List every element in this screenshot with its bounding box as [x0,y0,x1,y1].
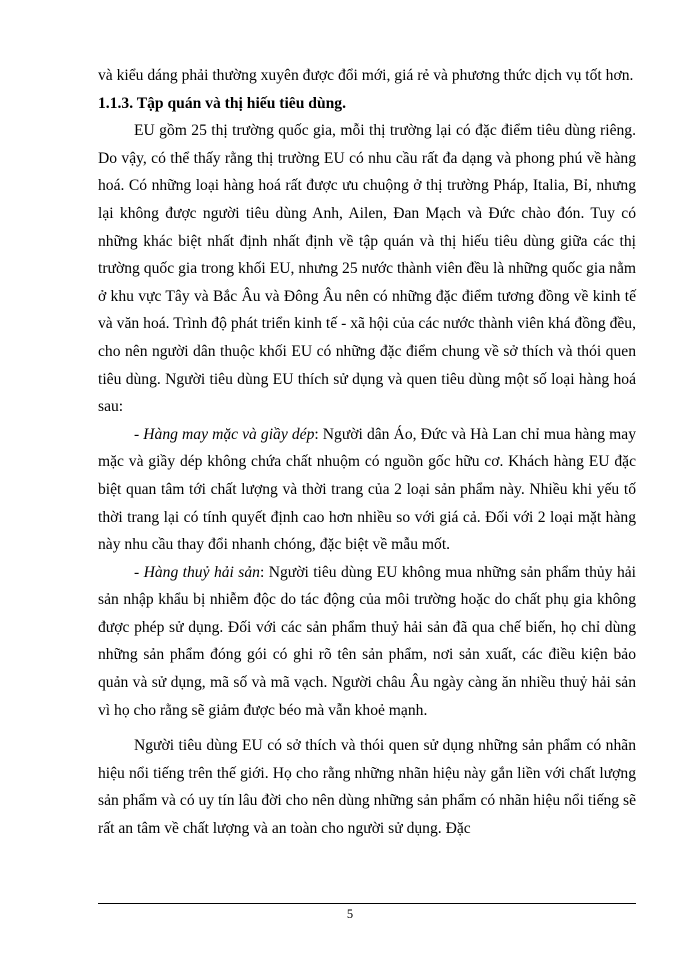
paragraph-seafood [98,559,636,725]
page-number: 5 [346,907,354,921]
seafood-label: - Hàng thuỷ hải sản [134,563,260,581]
clothing-footwear-label: - Hàng may mặc và giầy dép [134,425,315,443]
document-page [98,62,636,843]
footer-divider [98,903,636,904]
paragraph-clothing-footwear [98,421,636,559]
seafood-text: : Người tiêu dùng EU không mua những sản phẩm thủy hải sản nhập khẩu bị nhiễm độc do tác động của môi trường hoặc do chất phụ gia không được phép sử dụng. Đối với các sản phẩm thuỷ hải sản đã qua chế biến, họ chỉ dùng những sản phẩm đóng gói có ghi rõ tên sản phẩm, nơi sản xuất, các điều kiện bảo quản và sử dụng, mã số và mã vạch. Người châu Âu ngày càng ăn nhiều thuỷ hải sản vì họ cho rằng sẽ giảm được béo mà vẫn khoẻ mạnh. [98,563,636,719]
paragraph-brands: Người tiêu dùng EU có sở thích và thói quen sử dụng những sản phẩm có nhãn hiệu nổi tiếng trên thế giới. Họ cho rằng những nhãn hiệu này gắn liền với chất lượng sản phẩm và có uy tín lâu đời cho nên dùng những sản phẩm có nhãn hiệu nổi tiếng sẽ rất an tâm về chất lượng và an toàn cho người sử dụng. Đặc [98,737,636,838]
clothing-footwear-text: : Người dân Áo, Đức và Hà Lan chỉ mua hàng may mặc và giầy dép không chứa chất nhuộm có nguồn gốc hữu cơ. Khách hàng EU đặc biệt quan tâm tới chất lượng và thời trang của 2 loại sản phẩm này. Nhiều khi yếu tố thời trang lại có tính quyết định cao hơn nhiều so với giá cả. Đối với 2 loại mặt hàng này nhu cầu thay đổi nhanh chóng, đặc biệt về mẫu mốt. [98,425,636,554]
paragraph-continuation: và kiểu dáng phải thường xuyên được đổi mới, giá rẻ và phương thức dịch vụ tốt hơn. [98,67,634,84]
paragraph-eu-markets: EU gồm 25 thị trường quốc gia, mỗi thị trường lại có đặc điểm tiêu dùng riêng. Do vậy, có thể thấy rằng thị trường EU có nhu cầu rất đa dạng và phong phú về hàng hoá. Có những loại hàng hoá rất được ưu chuộng ở thị trường Pháp, Italia, Bỉ, nhưng lại không được người tiêu dùng Anh, Ailen, Đan Mạch và Đức chào đón. Tuy có những khác biệt nhất định nhất định về tập quán và thị hiếu tiêu dùng giữa các thị trường quốc gia trong khối EU, nhưng 25 nước thành viên đều là những quốc gia nằm ở khu vực Tây và Bắc Âu và Đông Âu nên có những đặc điểm tương đồng về kinh tế và văn hoá. Trình độ phát triển kinh tế - xã hội của các nước thành viên khá đồng đều, cho nên người dân thuộc khối EU có những đặc điểm chung về sở thích và thói quen tiêu dùng. Người tiêu dùng EU thích sử dụng và quen tiêu dùng một số loại hàng hoá sau: [98,122,636,416]
section-heading: 1.1.3. Tập quán và thị hiếu tiêu dùng. [98,94,346,112]
